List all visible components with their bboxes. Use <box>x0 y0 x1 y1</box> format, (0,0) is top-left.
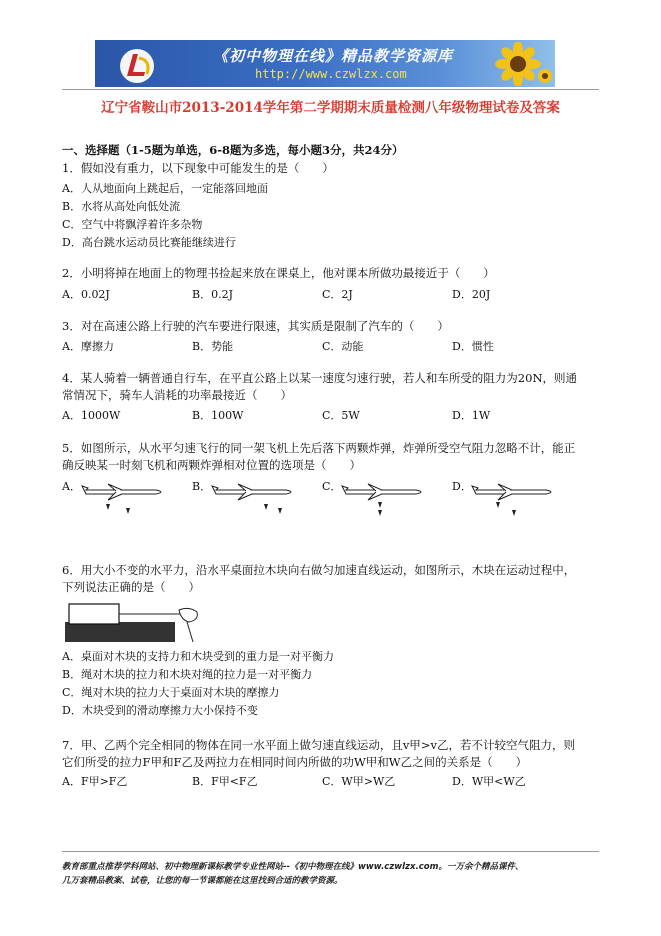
question-4-stem-line1: 4．某人骑着一辆普通自行车，在平直公路上以某一速度匀速行驶，若人和车所受的阻力为20N，则通 <box>62 371 578 385</box>
plane-bombs-figure-c <box>336 478 436 518</box>
q4-option-b: B．100W <box>192 409 244 422</box>
document-title: 辽宁省鞍山市2013-2014学年第二学期期末质量检测八年级物理试卷及答案 <box>101 100 560 116</box>
footer-line-1: 教育部重点推荐学科网站、初中物理新课标教学专业性网站--《初中物理在线》www.czwlzx.com。一万余个精品课件、 <box>62 862 524 872</box>
question-3-stem: 3．对在高速公路上行驶的汽车要进行限速，其实质是限制了汽车的（ ） <box>62 319 449 333</box>
q6-option-b: B．绳对木块的拉力和木块对绳的拉力是一对平衡力 <box>62 668 313 681</box>
q4-option-d: D．1W <box>452 409 491 422</box>
plane-bombs-figure-d <box>466 478 566 518</box>
sunflower-icon <box>483 42 553 86</box>
q4-option-a: A．1000W <box>62 409 121 422</box>
header-divider <box>62 89 599 90</box>
page-footer <box>62 860 622 888</box>
question-5-stem-line1: 5．如图所示，从水平匀速飞行的同一架飞机上先后落下两颗炸弹，炸弹所受空气阻力忽略不计，能正 <box>62 441 576 455</box>
question-4-stem-line2: 常情况下，骑车人消耗的功率最接近（ ） <box>62 388 292 402</box>
q2-option-c: C．2J <box>322 288 353 301</box>
q6-option-a: A．桌面对木块的支持力和木块受到的重力是一对平衡力 <box>62 650 334 663</box>
section-heading: 一、选择题（1-5题为单选，6-8题为多选，每小题3分，共24分） <box>62 143 404 157</box>
q2-option-d: D．20J <box>452 288 491 301</box>
q1-option-b: B．水将从高处向低处流 <box>62 200 181 213</box>
q6-option-c: C．绳对木块的拉力大于桌面对木块的摩擦力 <box>62 686 280 699</box>
q3-option-c: C．动能 <box>322 340 364 353</box>
question-7-stem-line1: 7．甲、乙两个完全相同的物体在同一水平面上做匀速直线运动，且v甲>v乙，若不计较空气阻力，则 <box>62 738 575 752</box>
q1-option-c: C．空气中将飘浮着许多杂物 <box>62 218 203 231</box>
q7-option-a: A．F甲>F乙 <box>62 775 128 788</box>
banner-url[interactable]: http://www.czwlzx.com <box>255 67 407 81</box>
q5-option-a-label: A． <box>62 480 81 493</box>
footer-divider <box>62 851 599 852</box>
q7-option-c: C．W甲>W乙 <box>322 775 396 788</box>
q4-option-c: C．5W <box>322 409 360 422</box>
site-logo-icon <box>117 46 157 84</box>
q3-option-a: A．摩擦力 <box>62 340 114 353</box>
q2-option-b: B．0.2J <box>192 288 233 301</box>
q3-option-d: D．惯性 <box>452 340 494 353</box>
q7-option-d: D．W甲<W乙 <box>452 775 526 788</box>
q6-option-d: D．木块受到的滑动摩擦力大小保持不变 <box>62 704 258 717</box>
question-7-stem-line2: 它们所受的拉力F甲和F乙及两拉力在相同时间内所做的功W甲和W乙之间的关系是（ ） <box>62 755 528 769</box>
block-pulled-figure <box>65 598 205 644</box>
q1-option-a: A．人从地面向上跳起后，一定能落回地面 <box>62 182 268 195</box>
question-2-stem: 2．小明将掉在地面上的物理书捡起来放在课桌上，他对课本所做功最接近于（ ） <box>62 266 495 280</box>
question-6-stem-line1: 6．用大小不变的水平力，沿水平桌面拉木块向右做匀加速直线运动，如图所示，木块在运动过程中， <box>62 563 576 577</box>
question-1-stem: 1．假如没有重力，以下现象中可能发生的是（ ） <box>62 161 334 175</box>
q5-option-b-label: B． <box>192 480 212 493</box>
footer-line-2: 几万套精品教案、试卷，让您的每一节课都能在这里找到合适的教学资源。 <box>62 876 343 886</box>
question-5-stem-line2: 确反映某一时刻飞机和两颗炸弹相对位置的选项是（ ） <box>62 458 361 472</box>
q5-option-c-label: C． <box>322 480 342 493</box>
q7-option-b: B．F甲<F乙 <box>192 775 258 788</box>
question-6-stem-line2: 下列说法正确的是（ ） <box>62 580 200 594</box>
q3-option-b: B．势能 <box>192 340 234 353</box>
q1-option-d: D．高台跳水运动员比赛能继续进行 <box>62 236 236 249</box>
header-banner <box>95 40 555 87</box>
q5-option-d-label: D． <box>452 480 472 493</box>
plane-bombs-figure-b <box>206 478 306 518</box>
plane-bombs-figure-a <box>76 478 176 518</box>
q2-option-a: A．0.02J <box>62 288 110 301</box>
banner-title: 《初中物理在线》精品教学资源库 <box>213 47 454 65</box>
